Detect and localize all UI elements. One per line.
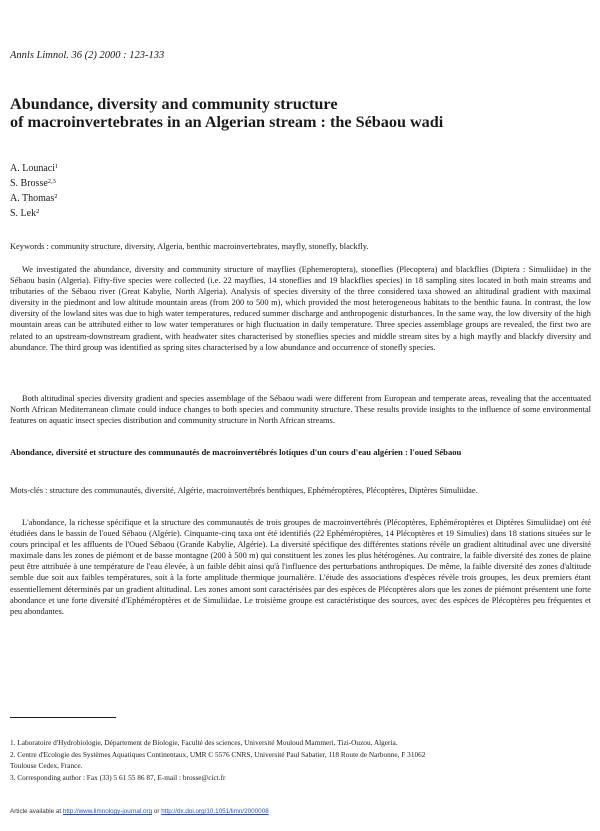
availability-prefix: Article available at bbox=[10, 808, 62, 815]
availability-or: or bbox=[153, 808, 160, 815]
footnote: 2. Centre d'Ecologie des Systèmes Aquatiques Continentaux, UMR C 5576 CNRS, Université Paul Sabatier, 118 Route de Narbonne, F 31062 bbox=[10, 749, 426, 759]
journal-citation: Annls Limnol. 36 (2) 2000 : 123-133 bbox=[10, 50, 165, 61]
footnote-divider bbox=[10, 717, 116, 718]
footnote: 3. Corresponding author : Fax (33) 5 61 55 86 87, E-mail : brosse@cict.fr bbox=[10, 772, 226, 782]
author-name: A. Thomas bbox=[10, 193, 55, 204]
availability-notice bbox=[10, 808, 269, 815]
author-affiliation-mark: 2 bbox=[54, 193, 58, 200]
french-title: Abondance, diversité et structure des communautés de macroinvertébrés lotiques d'un cours d'eau algérien : l'oued Sébaou bbox=[10, 447, 462, 457]
footnote: 1. Laboratoire d'Hydrobiologie, Département de Biologie, Faculté des sciences, Université Mouloud Mammeri, Tizi-Ouzou, Algeria. bbox=[10, 738, 398, 747]
author-affiliation-mark: 1 bbox=[55, 163, 59, 170]
author bbox=[10, 205, 58, 220]
doi-link[interactable]: http://dx.doi.org/10.1051/limn/2000008 bbox=[161, 808, 269, 815]
abstract-paragraph: We investigated the abundance, diversity and community structure of mayflies (Ephemeroptera), stoneflies (Plecoptera) and blackflies (Diptera : Simuliidae) in the Sébaou basin (Algeria). Fifty-five species were collected (i.e. 22 mayflies, 14 stoneflies and 19 blackflies species) in 18 sampling sites located in both main streams and tributaries of the Sébaou river (Great Kabylie, North Algeria). Analysis of species diversity of the three considered taxa showed an altitudinal gradient with maximal diversity in the piedmont and low altitude mountain areas (from 200 to 500 m), which provided the most heterogeneous habitats to the benthic fauna. In contrast, the low diversity of the lowland sites was due to high water temperatures, reduced summer discharge and anthropogenic disturbances. In the same way, the low diversity of the high mountain areas can be attributed either to low water temperatures or high fluctuation in daily temperature. Three species assemblage groups are revealed, the first two are related to an upstream-downstream gradient, with headwater sites characterised by stoneflies species and middle stream sites by a high mayfly and blackfy diversity and abundance. The third group was identified as spring sites characterised by a low abundance and occurrence of stonefly species. bbox=[10, 265, 591, 352]
footnote: Toulouse Cedex, France. bbox=[10, 761, 83, 770]
author bbox=[10, 190, 58, 205]
journal-link[interactable]: http://www.limnology-journal.org bbox=[62, 808, 153, 815]
footnotes bbox=[10, 737, 592, 783]
title-line-2: of macroinvertebrates in an Algerian stream : the Sébaou wadi bbox=[10, 113, 444, 131]
french-summary: L'abondance, la richesse spécifique et la structure des communautés de trois groupes de macroinvertébrés (Plécoptères, Ephéméroptères et Diptères Simuliidae) ont été étudiées dans le bassin de l'oued Sébaou (Algérie). Cinquante-cinq taxa ont été identifiés (22 Ephéméroptères, 14 Plécoptères et 19 Simulies) dans 18 stations situées sur le cours principal et les affluents de l'Oued Sébaou (Grande Kabylie, Algérie). La diversité spécifique des différentes stations révèle un gradient altitudinal avec une diversité maximale dans les zones de piémont et de basse montagne (200 à 500 m) qui constituent les zones les plus hétérogènes. Au contraire, la faible diversité des zones de plaine peut être attribuée à une température de l'eau élevée, à un faible débit ainsi qu'à l'influence des perturbations anthropiques. De même, la faible diversité des zones d'altitude semble due soit aux faibles températures, soit à la forte amplitude thermique journalière. L'étude des associations d'espèces révèle trois groupes, les deux premiers étant essentiellement déterminés par un gradient altitudinal. Les zones amont sont caractérisées par des espèces de Plécoptères alors que les zones de piémont présentent une forte abondance et une forte diversité d'Ephéméroptères et de Simuliidae. Le troisième groupe est caractéristique des sources, avec des espèces de Plécoptères peu fréquentes et peu abondantes. bbox=[10, 518, 591, 616]
title-line-1: Abundance, diversity and community structure bbox=[10, 95, 338, 113]
author bbox=[10, 175, 58, 190]
author-list bbox=[10, 160, 58, 220]
author-affiliation-mark: 2,3 bbox=[47, 178, 56, 185]
author-name: S. Brosse bbox=[10, 178, 48, 189]
author-name: S. Lek bbox=[10, 208, 37, 219]
author-name: A. Lounaci bbox=[10, 163, 55, 174]
mots-cles: Mots-clés : structure des communautés, diversité, Algérie, macroinvertébrés benthiques, Ephéméroptères, Plécoptères, Diptères Simuliidae. bbox=[10, 486, 478, 495]
article-title bbox=[10, 95, 570, 131]
abstract-paragraph: Both altitudinal species diversity gradient and species assemblage of the Sébaou wadi were different from European and temperate areas, revealing that the accentuated North African Mediterranean climate could induce changes to both species and community structure. These results provide insights to the influence of some environmental features on aquatic insect species distribution and community structure in North African streams. bbox=[10, 394, 591, 426]
author bbox=[10, 160, 58, 175]
keywords: Keywords : community structure, diversity, Algeria, benthic macroinvertebrates, mayfly, stonefly, blackfly. bbox=[10, 242, 369, 251]
author-affiliation-mark: 2 bbox=[36, 208, 40, 215]
